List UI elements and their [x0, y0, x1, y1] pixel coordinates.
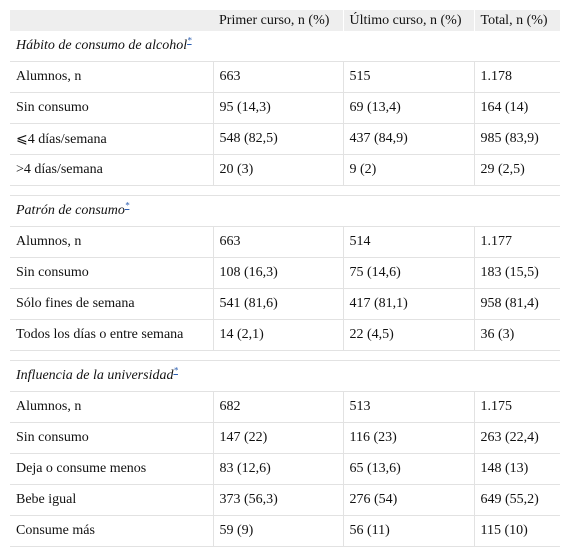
value-cell: 437 (84,9) — [343, 124, 474, 155]
value-cell: 29 (2,5) — [474, 155, 560, 186]
header-cell-empty — [10, 10, 213, 31]
section-title-cell — [10, 31, 560, 62]
footnote-link[interactable]: * — [173, 365, 178, 376]
row-label-cell: Alumnos, n — [10, 62, 213, 93]
alcohol-consumption-table — [10, 10, 561, 547]
header-cell-total: Total, n (%) — [474, 10, 560, 31]
table-row — [10, 423, 560, 454]
value-cell: 373 (56,3) — [213, 485, 343, 516]
value-cell: 14 (2,1) — [213, 320, 343, 351]
data-table-container — [10, 10, 560, 547]
table-row — [10, 516, 560, 547]
section-title-cell — [10, 361, 560, 392]
table-row — [10, 320, 560, 351]
value-cell: 663 — [213, 227, 343, 258]
table-row — [10, 227, 560, 258]
value-cell: 548 (82,5) — [213, 124, 343, 155]
section-spacer — [10, 186, 560, 196]
value-cell: 985 (83,9) — [474, 124, 560, 155]
section-header-row — [10, 361, 560, 392]
row-label-cell: Consume más — [10, 516, 213, 547]
value-cell: 36 (3) — [474, 320, 560, 351]
table-row — [10, 155, 560, 186]
value-cell: 649 (55,2) — [474, 485, 560, 516]
value-cell: 116 (23) — [343, 423, 474, 454]
table-body — [10, 31, 560, 547]
value-cell: 263 (22,4) — [474, 423, 560, 454]
table-row — [10, 258, 560, 289]
footnote-link[interactable]: * — [187, 35, 192, 46]
row-label-cell: Sin consumo — [10, 258, 213, 289]
value-cell: 75 (14,6) — [343, 258, 474, 289]
section-title: Patrón de consumo — [16, 203, 125, 218]
value-cell: 164 (14) — [474, 93, 560, 124]
table-row — [10, 392, 560, 423]
table-header — [10, 10, 560, 31]
table-row — [10, 485, 560, 516]
footnote-link[interactable]: * — [124, 200, 130, 211]
value-cell: 663 — [213, 62, 343, 93]
section-title-cell — [10, 196, 560, 227]
value-cell: 417 (81,1) — [343, 289, 474, 320]
value-cell: 59 (9) — [213, 516, 343, 547]
table-row — [10, 454, 560, 485]
value-cell: 65 (13,6) — [343, 454, 474, 485]
table-row — [10, 289, 560, 320]
header-cell-ultimo-curso: Último curso, n (%) — [343, 10, 474, 31]
value-cell: 83 (12,6) — [213, 454, 343, 485]
value-cell: 108 (16,3) — [213, 258, 343, 289]
value-cell: 56 (11) — [343, 516, 474, 547]
row-label-cell: Alumnos, n — [10, 227, 213, 258]
value-cell: 513 — [343, 392, 474, 423]
row-label-cell: Sin consumo — [10, 423, 213, 454]
section-title: Influencia de la universidad — [16, 368, 174, 383]
header-row — [10, 10, 560, 31]
row-label-cell: Deja o consume menos — [10, 454, 213, 485]
value-cell: 95 (14,3) — [213, 93, 343, 124]
value-cell: 958 (81,4) — [474, 289, 560, 320]
row-label-cell: Bebe igual — [10, 485, 213, 516]
spacer-cell — [10, 351, 560, 361]
value-cell: 9 (2) — [343, 155, 474, 186]
value-cell: 183 (15,5) — [474, 258, 560, 289]
value-cell: 276 (54) — [343, 485, 474, 516]
value-cell: 20 (3) — [213, 155, 343, 186]
value-cell: 1.177 — [474, 227, 560, 258]
value-cell: 515 — [343, 62, 474, 93]
row-label-cell: >4 días/semana — [10, 155, 213, 186]
section-header-row — [10, 196, 560, 227]
value-cell: 148 (13) — [474, 454, 560, 485]
table-row — [10, 124, 560, 155]
value-cell: 147 (22) — [213, 423, 343, 454]
value-cell: 1.175 — [474, 392, 560, 423]
row-label-cell: ⩽4 días/semana — [10, 124, 213, 155]
value-cell: 69 (13,4) — [343, 93, 474, 124]
table-row — [10, 93, 560, 124]
section-title: Hábito de consumo de alcohol — [16, 38, 188, 53]
section-spacer — [10, 351, 560, 361]
row-label-cell: Sólo fines de semana — [10, 289, 213, 320]
value-cell: 514 — [343, 227, 474, 258]
row-label-cell: Alumnos, n — [10, 392, 213, 423]
row-label-cell: Sin consumo — [10, 93, 213, 124]
value-cell: 541 (81,6) — [213, 289, 343, 320]
spacer-cell — [10, 186, 560, 196]
table-row — [10, 62, 560, 93]
value-cell: 22 (4,5) — [343, 320, 474, 351]
header-cell-primer-curso: Primer curso, n (%) — [213, 10, 343, 31]
value-cell: 682 — [213, 392, 343, 423]
value-cell: 1.178 — [474, 62, 560, 93]
value-cell: 115 (10) — [474, 516, 560, 547]
section-header-row — [10, 31, 560, 62]
row-label-cell: Todos los días o entre semana — [10, 320, 213, 351]
